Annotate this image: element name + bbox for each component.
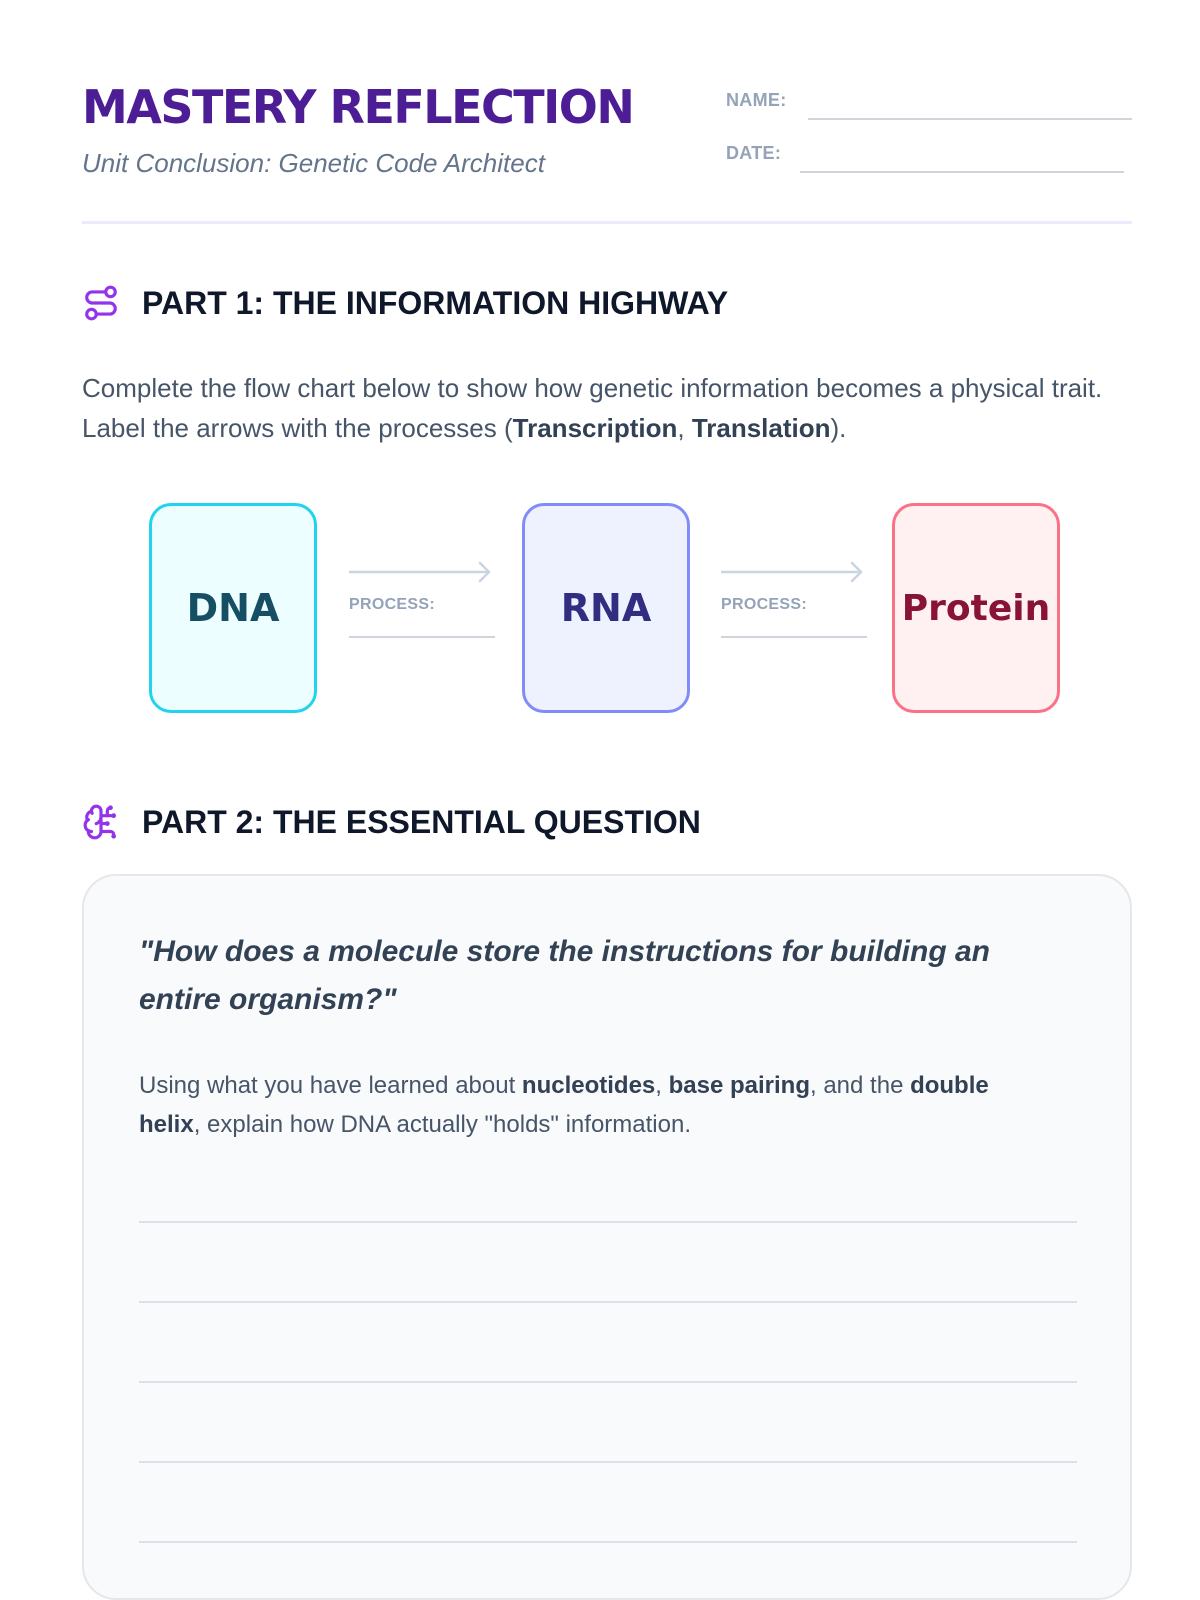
- arrow-right-icon: [721, 560, 867, 584]
- flow-node-label: Protein: [901, 587, 1051, 629]
- term-nucleotides: nucleotides: [521, 1072, 656, 1099]
- instructions-end: ).: [830, 413, 847, 443]
- instructions-separator: ,: [677, 413, 692, 443]
- route-icon: [82, 284, 120, 322]
- answer-line[interactable]: [139, 1461, 1077, 1463]
- term-base-pairing: base pairing: [668, 1072, 810, 1099]
- arrow-right-icon: [349, 560, 495, 584]
- flow-node-rna: [522, 503, 690, 713]
- part1-instructions: [82, 368, 1132, 448]
- prompt-separator: ,: [655, 1072, 669, 1099]
- date-field[interactable]: [726, 137, 1132, 173]
- brain-icon: [82, 803, 120, 841]
- answer-line[interactable]: [139, 1221, 1077, 1223]
- process-answer-line[interactable]: [349, 636, 495, 638]
- prompt-end: , explain how DNA actually "holds" information.: [193, 1111, 691, 1138]
- page-title: MASTERY REFLECTION: [82, 80, 634, 134]
- prompt-text: Using what you have learned about: [139, 1072, 522, 1099]
- answer-line[interactable]: [139, 1541, 1077, 1543]
- process-label: PROCESS:: [721, 596, 807, 613]
- flow-node-label: DNA: [186, 586, 280, 630]
- flow-node-dna: [149, 503, 317, 713]
- part1-heading: [82, 284, 728, 322]
- flow-arrow-2[interactable]: [721, 560, 867, 640]
- name-label: NAME:: [726, 90, 787, 110]
- part2-heading: [82, 803, 701, 841]
- answer-line[interactable]: [139, 1301, 1077, 1303]
- part1-title: PART 1: THE INFORMATION HIGHWAY: [142, 284, 729, 321]
- essential-question: "How does a molecule store the instructions for building an entire organism?": [139, 935, 990, 1016]
- flow-node-protein: [892, 503, 1060, 713]
- term-double-helix: double helix: [139, 1072, 989, 1138]
- question-prompt: [139, 1066, 1039, 1144]
- page-subtitle: Unit Conclusion: Genetic Code Architect: [82, 148, 545, 178]
- name-input-line[interactable]: [808, 118, 1132, 120]
- answer-line[interactable]: [139, 1381, 1077, 1383]
- date-label: DATE:: [726, 143, 782, 163]
- process-label: PROCESS:: [349, 596, 435, 613]
- header-divider: [82, 221, 1132, 224]
- instructions-text: Complete the flow chart below to show how genetic information becomes a physical trait. Label the arrows with the processes (: [82, 373, 1103, 443]
- term-transcription: Transcription: [512, 413, 678, 443]
- flow-arrow-1[interactable]: [349, 560, 495, 640]
- name-field[interactable]: [726, 84, 1132, 120]
- prompt-separator: , and the: [810, 1072, 911, 1099]
- part2-title: PART 2: THE ESSENTIAL QUESTION: [142, 803, 701, 840]
- process-answer-line[interactable]: [721, 636, 867, 638]
- header: [82, 80, 1132, 220]
- essential-question-card: [82, 874, 1132, 1600]
- flow-node-label: RNA: [560, 586, 652, 630]
- term-translation: Translation: [691, 413, 831, 443]
- date-input-line[interactable]: [800, 171, 1124, 173]
